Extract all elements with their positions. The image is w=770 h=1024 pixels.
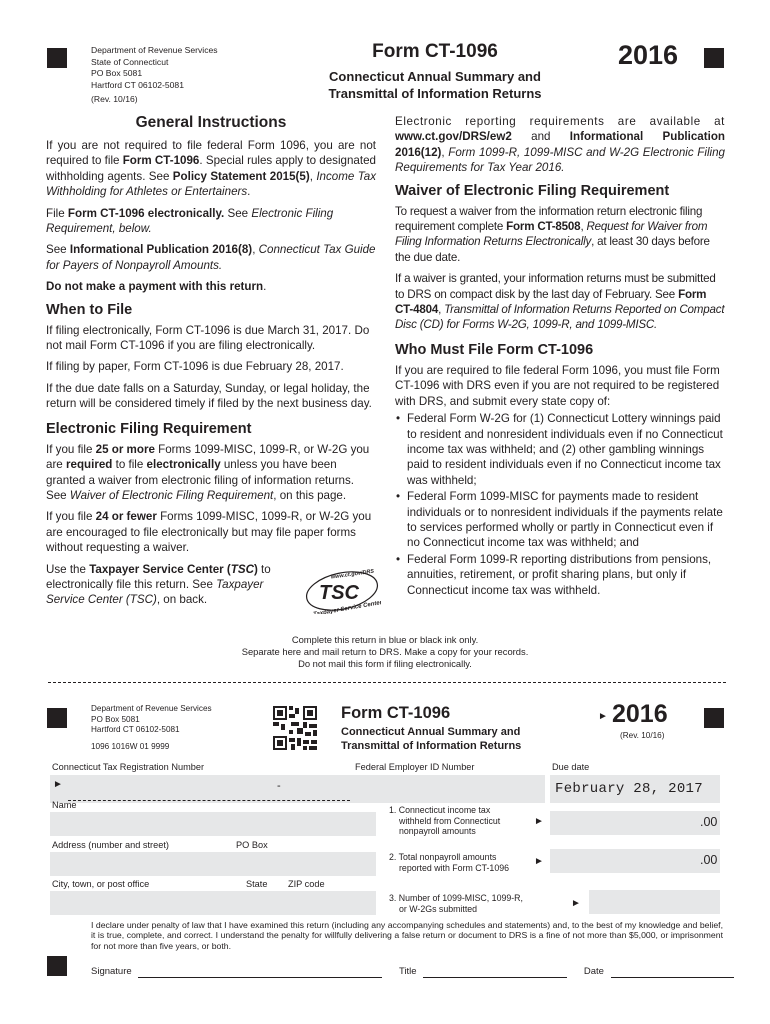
pub-ref: Informational Publication 2016(8)	[69, 243, 253, 257]
waiver-paragraph-2	[395, 271, 725, 333]
reporting-paragraph	[395, 114, 725, 176]
subtitle-line: Connecticut Annual Summary and	[329, 69, 541, 84]
no-payment-note: Do not make a payment with this return	[46, 280, 264, 294]
subtitle-line: Transmittal of Information Returns	[328, 86, 542, 101]
text: ,	[252, 243, 259, 257]
threshold: 24 or fewer	[95, 510, 157, 524]
agency-line: Hartford CT 06102-5081	[91, 79, 184, 90]
line-1-label	[389, 805, 500, 837]
waiver-ref: Waiver of Electronic Filing Requirement	[69, 488, 274, 502]
label-line: 1. Connecticut income tax	[389, 805, 491, 815]
label-line: nonpayroll amounts	[399, 826, 476, 836]
wtf-paragraph-1: If filing electronically, Form CT-1096 is due March 31, 2017. Do not mail Form CT-1096 if you are filing electronically.	[46, 323, 370, 353]
text: Forms 1099-MISC, 1099-R, or W-2G you are encouraged to file electronically but may file paper forms without requesting a waiver.	[46, 510, 372, 555]
due-date-value: February 28, 2017	[555, 781, 703, 797]
center-notes	[0, 634, 770, 670]
note-line: Separate here and mail return to DRS. Make a copy for your records.	[241, 646, 529, 657]
tsc-ref: Taxpayer Service Center (TSC)	[46, 577, 264, 607]
electronically: electronically	[146, 458, 221, 472]
label-line: 3. Number of 1099-MISC, 1099-R,	[389, 893, 523, 903]
text: , on this page.	[273, 488, 347, 502]
text: See	[224, 206, 252, 220]
label-line: 2. Total nonpayroll amounts	[389, 852, 497, 862]
tsc-caption: Taxpayer Service Center	[312, 599, 381, 614]
date-line[interactable]	[611, 967, 734, 978]
bullet-item: • Federal Form 1099-MISC for payments made to resident individuals or to nonresident individuals if the payments relate to services performed wholly or partly in Connecticut even if no Connecticut income tax was withheld; and	[407, 489, 725, 551]
qr-code	[273, 706, 317, 750]
subtitle-line: Transmittal of Information Returns	[341, 740, 522, 752]
bullet-item: • Federal Form 1099-R reporting distributions from pensions, annuities, retirement, or profit sharing plans, but only if Connecticut income tax was withheld.	[407, 552, 725, 598]
arrow-icon: ►	[534, 816, 544, 827]
line-1-amount-field[interactable]	[550, 811, 720, 835]
registration-mark-mid-left	[47, 708, 67, 728]
address-field[interactable]	[50, 852, 376, 876]
reg-number-combs[interactable]	[68, 786, 350, 801]
note-line: Complete this return in blue or black ink only.	[291, 634, 479, 645]
right-column	[395, 114, 725, 599]
waiver-paragraph-1	[395, 204, 725, 266]
date-label: Date	[583, 966, 604, 977]
text: To request a waiver from the information return electronic filing requirement complete	[395, 204, 703, 234]
text: to file	[112, 458, 147, 472]
registration-mark-mid-right	[704, 708, 724, 728]
revision-label: (Rev. 10/16)	[91, 94, 138, 104]
text: If you file	[46, 510, 96, 524]
state-label: State	[246, 879, 268, 889]
tsc-logo[interactable]	[303, 568, 381, 614]
efr-paragraph-3	[46, 562, 296, 608]
text: ,	[309, 169, 317, 183]
efr-paragraph-1	[46, 442, 376, 504]
threshold: 25 or more	[95, 442, 155, 456]
bottom-revision: (Rev. 10/16)	[620, 731, 665, 740]
fein-input[interactable]	[355, 778, 543, 800]
po-box-label: PO Box	[236, 840, 268, 850]
pub-title: Connecticut Tax Guide for Payers of Nonpayroll Amounts.	[46, 243, 376, 272]
signature-label: Signature	[91, 966, 132, 977]
arrow-icon: ►	[571, 898, 581, 909]
text: Forms 1099-MISC, 1099-R, or W-2G you are	[46, 442, 370, 472]
form-subtitle	[290, 68, 580, 102]
text: )	[253, 562, 258, 576]
bottom-form-title: Form CT-1096	[341, 704, 451, 722]
text: ,	[441, 145, 449, 159]
fein-label: Federal Employer ID Number	[355, 762, 475, 772]
form-title: Request for Waiver from Filing Information Returns Electronically	[395, 220, 708, 249]
text: , on back.	[156, 593, 208, 607]
agency-line: State of Connecticut	[91, 56, 169, 67]
general-instructions-heading: General Instructions	[135, 114, 287, 131]
title-line[interactable]	[423, 967, 567, 978]
agency-line: PO Box 5081	[91, 714, 140, 724]
text: , at least 30 days before the due date.	[395, 235, 710, 264]
label-line: reported with Form CT-1096	[399, 862, 510, 873]
text: . Special rules apply to designated withholding agents. See	[46, 154, 376, 183]
tsc-url: www.ct.gov/DRS	[330, 568, 375, 581]
line-3-count-field[interactable]	[589, 890, 720, 914]
text: unless you have been granted a waiver from electronic filing of information returns. See	[46, 458, 355, 502]
line-3-label	[389, 893, 523, 914]
bullet-item: • Federal Form W-2G for (1) Connecticut Lottery winnings paid to resident and nonresident individuals even if no Connecticut income tax was withheld; and (2) other gambling winnings paid to resident individuals even if no Connecticut income tax was withheld;	[407, 411, 725, 488]
text: to electronically file this return. See	[46, 562, 271, 591]
agency-line: PO Box 5081	[91, 68, 143, 78]
text: File	[46, 206, 68, 220]
gi-paragraph-4	[46, 279, 376, 294]
pub-ref: Informational Publication 2016(12)	[395, 130, 725, 159]
arrow-icon: ►	[598, 711, 608, 722]
who-must-file-heading: Who Must File Form CT-1096	[395, 341, 594, 358]
city-state-zip-field[interactable]	[50, 891, 376, 915]
title-label: Title	[398, 966, 417, 977]
tsc-name: Taxpayer Service Center (	[89, 562, 231, 576]
line-2-amount-field[interactable]	[550, 849, 720, 873]
name-label: Name	[52, 800, 77, 810]
text: If a waiver is granted, your information returns must be submitted to DRS on compact disk by the last day of February. See	[395, 272, 716, 301]
agency-line: Hartford CT 06102-5081	[91, 725, 180, 734]
bottom-tax-year: 2016	[612, 700, 668, 728]
wtf-paragraph-2: If filing by paper, Form CT-1096 is due February 28, 2017.	[46, 360, 344, 374]
text: Electronic reporting requirements are available at	[395, 115, 725, 128]
efr-heading: Electronic Filing Requirement	[46, 420, 252, 437]
when-to-file-heading: When to File	[46, 301, 133, 318]
agency-line: Department of Revenue Services	[91, 704, 212, 713]
line-1-cents: .00	[700, 815, 718, 829]
gi-paragraph-1	[46, 138, 376, 200]
form-title: Form CT-1096	[372, 41, 498, 62]
text: and	[511, 130, 570, 144]
declaration-text: I declare under penalty of law that I have examined this return (including any accompanying schedules and statements) and, to the best of my knowledge and belief, it is true, complete, and correct. I understand the penalty for willfully delivering a false return or document to DRS is a fine of not more than $5,000, or imprisonment for not more than five years, or both.	[91, 920, 723, 951]
form-title: Transmittal of Information Returns Reported on Compact Disc (CD) for Forms W-2G, 1099-R, and 1099-MISC.	[395, 303, 725, 332]
bottom-agency-address	[91, 704, 212, 752]
text: .	[263, 280, 267, 294]
tsc-abbrev: TSC	[230, 562, 254, 576]
form-code: 1096 1016W 01 9999	[91, 741, 170, 751]
policy-title: Income Tax Withholding for Athletes or Entertainers	[46, 169, 376, 199]
text: Use the	[46, 562, 90, 576]
form-ref: Form CT-8508	[506, 220, 581, 234]
label-line: or W-2Gs submitted	[399, 903, 478, 914]
pub-title: Form 1099-R, 1099-MISC and W-2G Electronic Filing Requirements for Tax Year 2016.	[395, 145, 725, 175]
gi-paragraph-2	[46, 206, 376, 237]
line-2-label	[389, 852, 509, 873]
due-date-label: Due date	[552, 762, 590, 772]
signature-line[interactable]	[138, 967, 382, 978]
who-paragraph: If you are required to file federal Form 1096, you must file Form CT-1096 with DRS even if you are not required to be registered with DRS, and submit every state copy of:	[395, 363, 720, 408]
efr-paragraph-2	[46, 509, 376, 555]
address-label: Address (number and street)	[52, 840, 169, 850]
text: .	[247, 185, 251, 199]
registration-mark-top-left	[47, 48, 67, 68]
separator-cut-line	[48, 682, 726, 683]
signature-row	[91, 966, 734, 978]
tax-year: 2016	[618, 40, 679, 70]
who-bullet-list	[395, 411, 725, 598]
label-line: withheld from Connecticut	[399, 815, 501, 826]
tsc-logo-graphic	[303, 568, 381, 614]
city-label: City, town, or post office	[52, 879, 150, 889]
subtitle-line: Connecticut Annual Summary and	[341, 726, 521, 738]
agency-line: Department of Revenue Services	[91, 45, 218, 55]
text: If you file	[46, 442, 96, 456]
left-column	[46, 114, 376, 614]
text: See	[46, 243, 70, 257]
tsc-logo-text: TSC	[319, 582, 359, 604]
reg-number-dash: -	[277, 780, 281, 792]
arrow-icon: ►	[534, 856, 544, 867]
registration-mark-bottom-left	[47, 956, 67, 976]
qr-code-graphic	[273, 706, 317, 750]
efr-ref: Electronic Filing Requirement, below.	[46, 206, 334, 236]
gi-paragraph-3	[46, 242, 376, 273]
reg-number-label: Connecticut Tax Registration Number	[52, 762, 205, 772]
required: required	[65, 458, 113, 472]
note-line: Do not mail this form if filing electronically.	[298, 658, 472, 669]
registration-mark-top-right	[704, 48, 724, 68]
name-field[interactable]	[50, 812, 376, 836]
text: ,	[580, 220, 587, 234]
drs-link[interactable]: www.ct.gov/DRS/ew2	[395, 130, 512, 144]
policy-ref: Policy Statement 2015(5)	[172, 169, 310, 183]
form-ref: Form CT-4804	[395, 287, 707, 317]
agency-address	[91, 45, 218, 106]
text: If you are not required to file federal Form 1096, you are not required to file	[46, 139, 376, 168]
zip-label: ZIP code	[288, 879, 325, 889]
waiver-heading: Waiver of Electronic Filing Requirement	[395, 182, 670, 199]
arrow-icon: ►	[53, 779, 63, 790]
form-ref: Form CT-1096	[122, 154, 200, 168]
wtf-paragraph-3: If the due date falls on a Saturday, Sunday, or legal holiday, the return will be considered timely if filed by the next business day.	[46, 381, 372, 411]
text: ,	[438, 303, 445, 317]
line-2-cents: .00	[700, 853, 718, 867]
file-electronically: Form CT-1096 electronically.	[67, 206, 225, 220]
bottom-form-subtitle	[341, 725, 521, 753]
